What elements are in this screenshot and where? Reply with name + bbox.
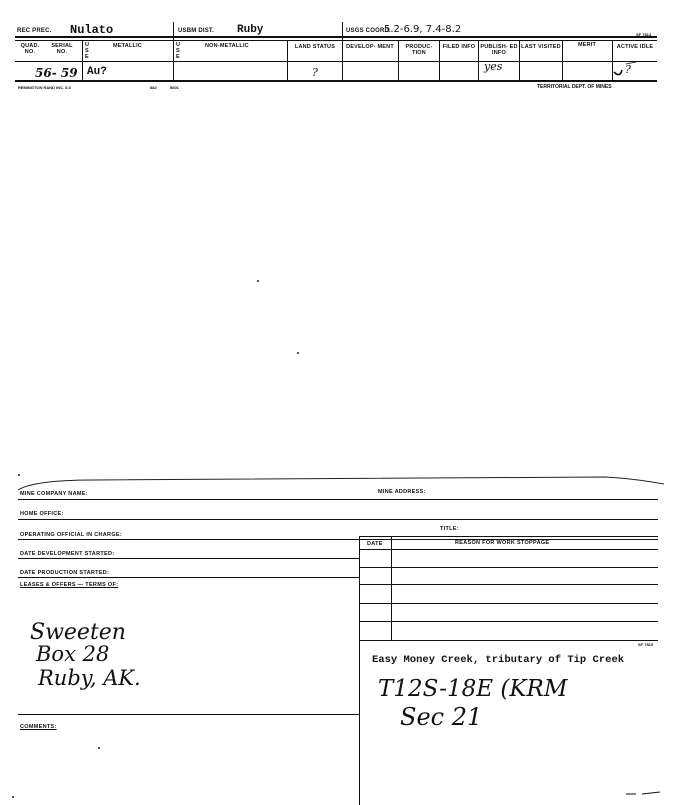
leases-label: LEASES & OFFERS — TERMS OF: — [20, 582, 119, 588]
col-land-status: LAND STATUS — [294, 44, 336, 50]
form-number-top: SF 7814 — [636, 32, 652, 37]
stoppage-row-2 — [359, 567, 658, 568]
stoppage-row-1 — [359, 549, 658, 550]
usgs-coord-value: 5.2-6.9, 7.4-8.2 — [384, 24, 462, 35]
header-row-divider — [15, 40, 657, 41]
comments-top-line — [18, 714, 359, 715]
col-div-7 — [478, 40, 479, 81]
usbm-dist-label: USBM DIST. — [178, 28, 215, 34]
printer-code-1: 882 — [150, 85, 157, 90]
published-info-value: yes — [484, 60, 503, 73]
printer-credit: REMINGTON RAND INC. 8.0 — [18, 85, 71, 90]
typed-location: Easy Money Creek, tributary of Tip Creek — [372, 654, 625, 666]
date-production-line — [18, 577, 359, 578]
mine-company-line — [18, 499, 658, 500]
active-idle-mark — [610, 58, 640, 80]
stoppage-divider-left — [359, 536, 360, 640]
col-div-3 — [287, 40, 288, 81]
printer-code-2: 5801 — [170, 85, 179, 90]
date-production-label: DATE PRODUCTION STARTED: — [20, 570, 110, 576]
col-production: PRODUC- TION — [405, 44, 433, 56]
col-last-visited: LAST VISITED — [521, 44, 561, 50]
metallic-value: Au? — [87, 66, 107, 78]
col-use-metallic: U S E — [85, 42, 90, 60]
col-div-4 — [342, 22, 343, 81]
active-idle-value: ? — [625, 63, 631, 76]
mine-company-name-label: MINE COMPANY NAME: — [20, 491, 88, 497]
home-office-line — [18, 519, 658, 520]
scan-dot — [297, 352, 299, 354]
handwritten-town: Ruby, AK. — [38, 666, 141, 690]
col-div-1 — [82, 40, 83, 81]
col-published-info: PUBLISH- ED INFO — [480, 44, 518, 56]
col-div-9 — [562, 40, 563, 81]
usbm-dist-value: Ruby — [237, 24, 264, 36]
col-div-6 — [439, 40, 440, 81]
reason-header-top — [359, 536, 658, 537]
handwritten-township: T12S-18E (KRM — [378, 676, 568, 702]
home-office-label: HOME OFFICE: — [20, 511, 64, 517]
rec-prec-label: REC PREC. — [17, 28, 52, 34]
land-status-value: ? — [312, 66, 318, 79]
operating-official-line — [18, 539, 658, 540]
stoppage-row-5 — [359, 621, 658, 622]
stoppage-row-6 — [359, 640, 658, 641]
scan-dot — [98, 747, 100, 749]
col-non-metallic: NON-METALLIC — [205, 43, 249, 49]
col-merit: MERIT — [577, 42, 597, 48]
date-col-label: DATE — [367, 541, 383, 547]
col-metallic: METALLIC — [113, 43, 142, 49]
col-quad-no: QUAD. NO. — [20, 43, 40, 55]
reason-col-label: REASON FOR WORK STOPPAGE — [455, 540, 550, 546]
mine-address-label: MINE ADDRESS: — [378, 489, 426, 495]
date-development-line — [18, 558, 359, 559]
handwritten-box: Box 28 — [36, 642, 110, 666]
top-card-bottom-border — [15, 80, 657, 82]
handwritten-company: Sweeten — [30, 620, 126, 645]
col-div-2 — [173, 22, 174, 81]
handwritten-section: Sec 21 — [400, 703, 483, 731]
usgs-coord-label: USGS COORD. — [346, 28, 391, 34]
form-number-bottom: SF 7815 — [638, 642, 654, 647]
operating-official-label: OPERATING OFFICIAL IN CHARGE: — [20, 532, 122, 538]
quad-serial-value: 56- 59 — [35, 66, 78, 80]
card-top-edge — [14, 472, 674, 492]
scan-dot — [12, 796, 14, 798]
comments-label: COMMENTS: — [20, 724, 57, 730]
rec-prec-value: Nulato — [70, 23, 114, 37]
stoppage-row-3 — [359, 584, 658, 585]
col-development: DEVELOP- MENT — [346, 44, 394, 50]
stoppage-row-4 — [359, 603, 658, 604]
territorial-dept: TERRITORIAL DEPT. OF MINES — [537, 84, 612, 90]
col-serial-no: SERIAL NO. — [51, 43, 73, 55]
col-active-idle: ACTIVE IDLE — [616, 44, 654, 50]
col-div-5 — [398, 40, 399, 81]
scan-dot — [257, 280, 259, 282]
stoppage-divider-date — [391, 536, 392, 640]
corner-mark — [624, 788, 664, 798]
comments-right-divider — [359, 640, 360, 805]
col-div-8 — [519, 40, 520, 81]
column-header-bottom — [15, 61, 657, 62]
title-label: TITLE: — [440, 526, 459, 532]
date-development-label: DATE DEVELOPMENT STARTED: — [20, 551, 115, 557]
col-use-nonmetallic: U S E — [176, 42, 181, 60]
col-filed-info: FILED INFO — [442, 44, 476, 50]
